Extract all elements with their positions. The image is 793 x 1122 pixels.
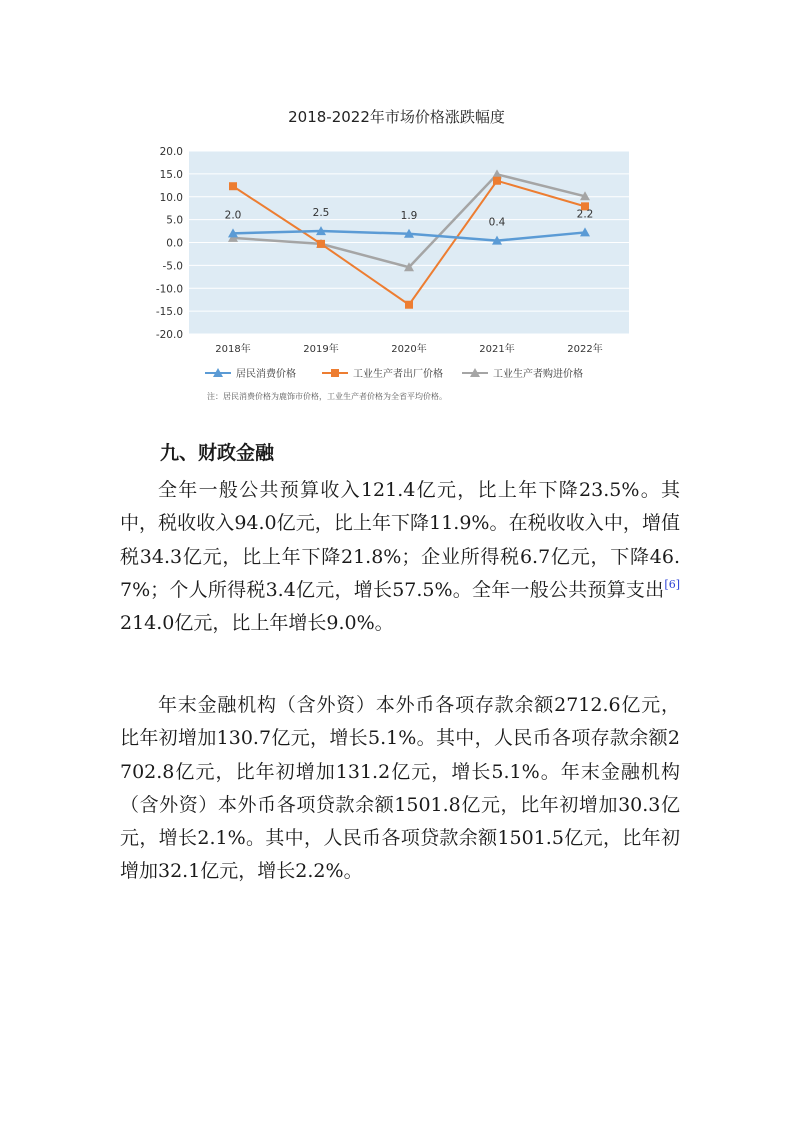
section-heading: 九、财政金融 — [160, 442, 275, 464]
legend-label: 工业生产者购进价格 — [493, 369, 583, 380]
paragraph-fiscal — [120, 474, 680, 640]
data-label: 2.0 — [224, 209, 242, 222]
legend-label: 居民消费价格 — [236, 369, 296, 380]
y-tick-label: -10.0 — [155, 283, 183, 296]
data-label: 0.4 — [488, 216, 506, 229]
paragraph-fiscal-text: 全年一般公共预算收入121.4亿元，比上年下降23.5%。其中，税收收入94.0亿元，比上年下降11.9%。在税收收入中，增值税34.3亿元，比上年下降21.8%；企业所得税6.7亿元，下降46.7%；个人所得税3.4亿元，增长57.5%。全年一般公共预算支出 — [120, 479, 680, 601]
paragraph-fiscal-text-end: 214.0亿元，比上年增长9.0%。 — [120, 612, 394, 635]
y-tick-label: -5.0 — [162, 260, 183, 273]
footnote-ref[interactable]: [6] — [664, 577, 680, 591]
y-tick-label: -20.0 — [155, 329, 183, 341]
x-tick-label: 2018年 — [215, 344, 251, 355]
data-label: 2.2 — [576, 208, 594, 221]
x-tick-label: 2022年 — [567, 344, 603, 355]
series-point — [317, 240, 325, 248]
chart-title: 2018-2022年市场价格涨跌幅度 — [288, 108, 505, 126]
series-point — [229, 182, 237, 190]
y-tick-label: 0.0 — [166, 237, 183, 250]
chart-note: 注：居民消费价格为鹿饰市价格，工业生产者价格为全省平均价格。 — [207, 392, 447, 401]
y-tick-label: 15.0 — [159, 168, 183, 181]
series-point — [405, 301, 413, 309]
legend-marker — [331, 369, 339, 377]
paragraph-finance: 年末金融机构（含外资）本外币各项存款余额2712.6亿元，比年初增加130.7亿元，增长5.1%。其中，人民币各项存款余额2702.8亿元，比年初增加131.2亿元，增长5.1%。年末金融机构（含外资）本外币各项贷款余额1501.8亿元，比年初增加30.3亿元，增长2.1%。其中，人民币各项贷款余额1501.5亿元，比年初增加32.1亿元，增长2.2%。 — [120, 694, 680, 883]
data-label: 2.5 — [312, 207, 330, 220]
data-label: 1.9 — [400, 209, 418, 222]
y-tick-label: 10.0 — [159, 191, 183, 204]
series-point — [493, 177, 501, 185]
x-tick-label: 2021年 — [479, 344, 515, 355]
line-chart — [0, 0, 793, 410]
x-tick-label: 2019年 — [303, 344, 339, 355]
y-tick-label: -15.0 — [155, 306, 183, 319]
y-tick-label: 20.0 — [159, 146, 183, 158]
x-tick-label: 2020年 — [391, 344, 427, 355]
y-tick-label: 5.0 — [166, 214, 183, 227]
legend-label: 工业生产者出厂价格 — [353, 369, 443, 380]
